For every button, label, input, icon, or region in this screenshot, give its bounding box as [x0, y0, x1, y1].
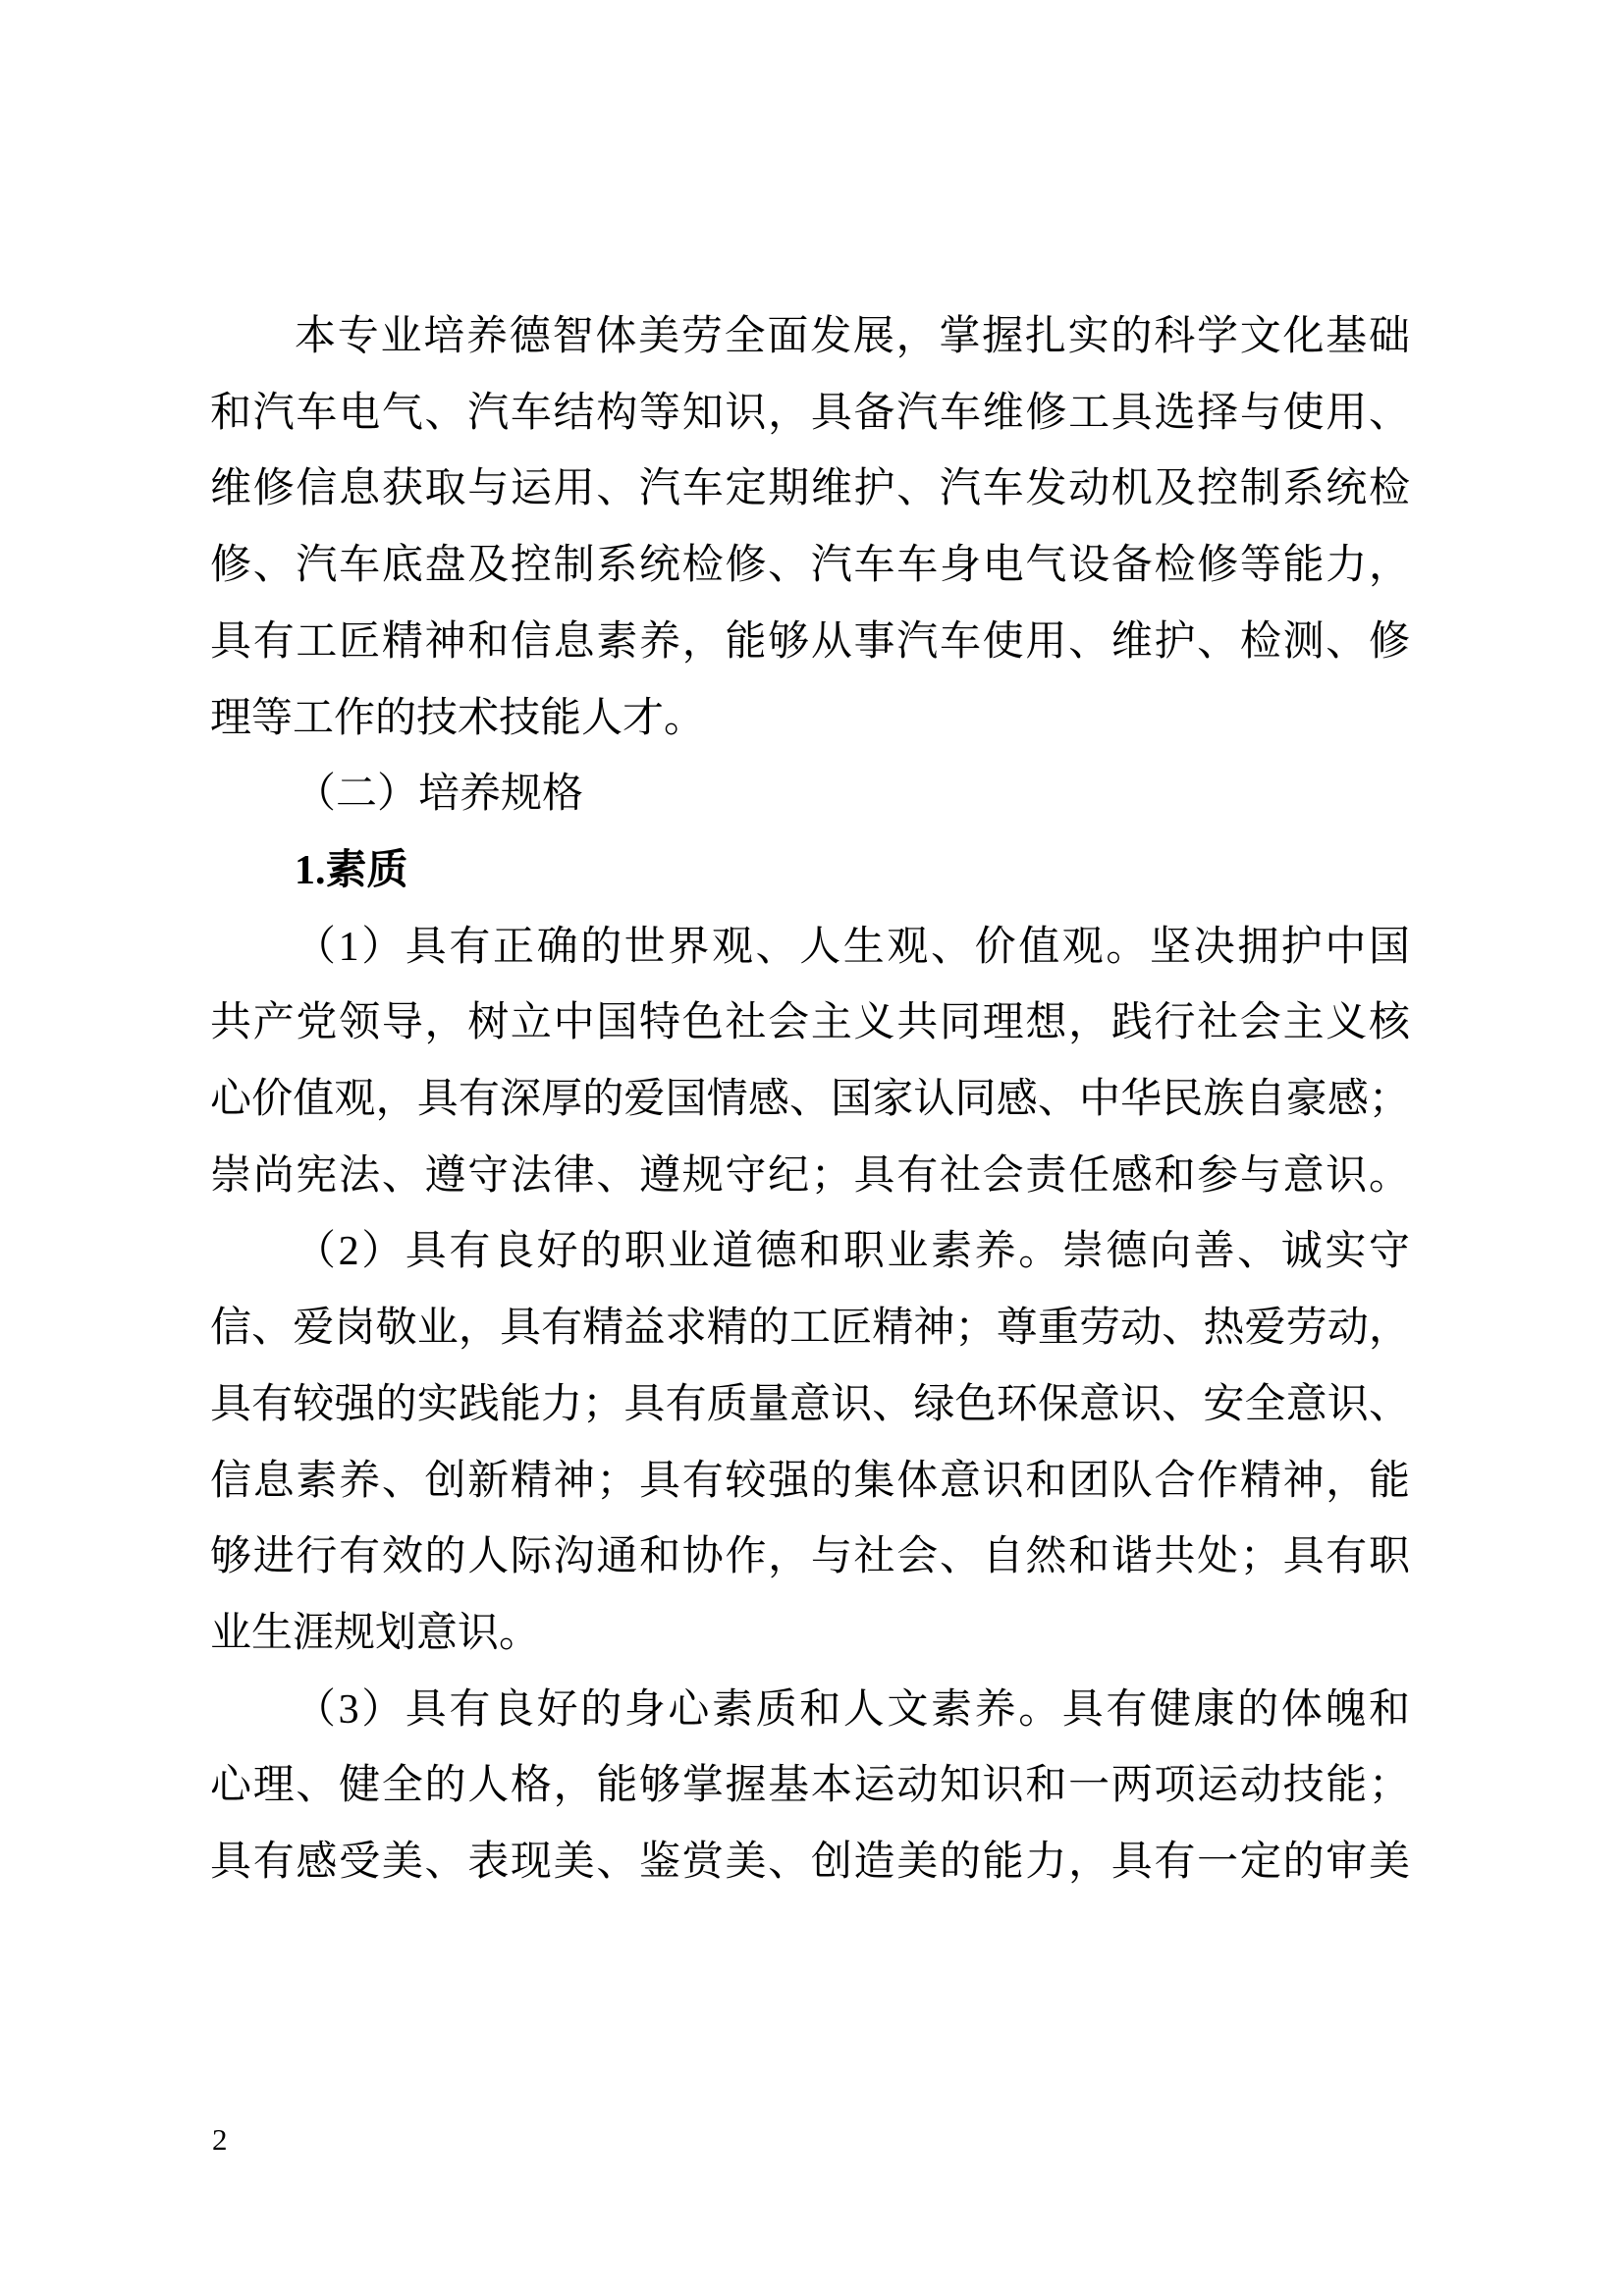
- text-line: 维修信息获取与运用、汽车定期维护、汽车发动机及控制系统检: [210, 466, 1410, 512]
- text-line: 信息素养、创新精神；具有较强的集体意识和团队合作精神，能: [210, 1458, 1410, 1504]
- text-line: 具有较强的实践能力；具有质量意识、绿色环保意识、安全意识、: [210, 1381, 1410, 1427]
- text-line: 本专业培养德智体美劳全面发展，掌握扎实的科学文化基础: [295, 314, 1410, 359]
- text-line: （3）具有良好的身心素质和人文素养。具有健康的体魄和: [295, 1686, 1410, 1733]
- paragraph-training-objective: [210, 299, 1410, 757]
- text-line: 心价值观，具有深厚的爱国情感、国家认同感、中华民族自豪感；: [210, 1077, 1410, 1123]
- document-body: [210, 299, 1410, 1901]
- paragraph-quality-item-3: [210, 1673, 1410, 1901]
- text-line: 1.素质: [295, 847, 408, 893]
- text-line: 够进行有效的人际沟通和协作，与社会、自然和谐共处；具有职: [210, 1534, 1410, 1580]
- text-line: 具有工匠精神和信息素养，能够从事汽车使用、维护、检测、修: [210, 618, 1410, 665]
- text-line: 具有感受美、表现美、鉴赏美、创造美的能力，具有一定的审美: [210, 1840, 1410, 1886]
- text-line: （2）具有良好的职业道德和职业素养。崇德向善、诚实守: [295, 1229, 1410, 1275]
- text-line: 信、爱岗敬业，具有精益求精的工匠精神；尊重劳动、热爱劳动，: [210, 1306, 1410, 1352]
- text-line: 修、汽车底盘及控制系统检修、汽车车身电气设备检修等能力，: [210, 543, 1410, 589]
- text-line: 心理、健全的人格，能够掌握基本运动知识和一两项运动技能；: [210, 1763, 1410, 1809]
- text-line: 理等工作的技术技能人才。: [210, 695, 706, 741]
- page-number: 2: [212, 2122, 228, 2157]
- text-line: 和汽车电气、汽车结构等知识，具备汽车维修工具选择与使用、: [210, 390, 1410, 436]
- text-line: 崇尚宪法、遵守法律、遵规守纪；具有社会责任感和参与意识。: [210, 1152, 1410, 1199]
- text-line: （二）培养规格: [295, 772, 584, 818]
- text-line: 业生涯规划意识。: [210, 1610, 541, 1656]
- text-line: 共产党领导，树立中国特色社会主义共同理想，践行社会主义核: [210, 1000, 1410, 1046]
- paragraph-quality-item-2: [210, 1214, 1410, 1672]
- paragraph-section-heading-training-specs: [210, 757, 1410, 833]
- paragraph-subsection-heading-quality: [210, 833, 1410, 910]
- paragraph-quality-item-1: [210, 910, 1410, 1215]
- text-line: （1）具有正确的世界观、人生观、价值观。坚决拥护中国: [295, 924, 1410, 970]
